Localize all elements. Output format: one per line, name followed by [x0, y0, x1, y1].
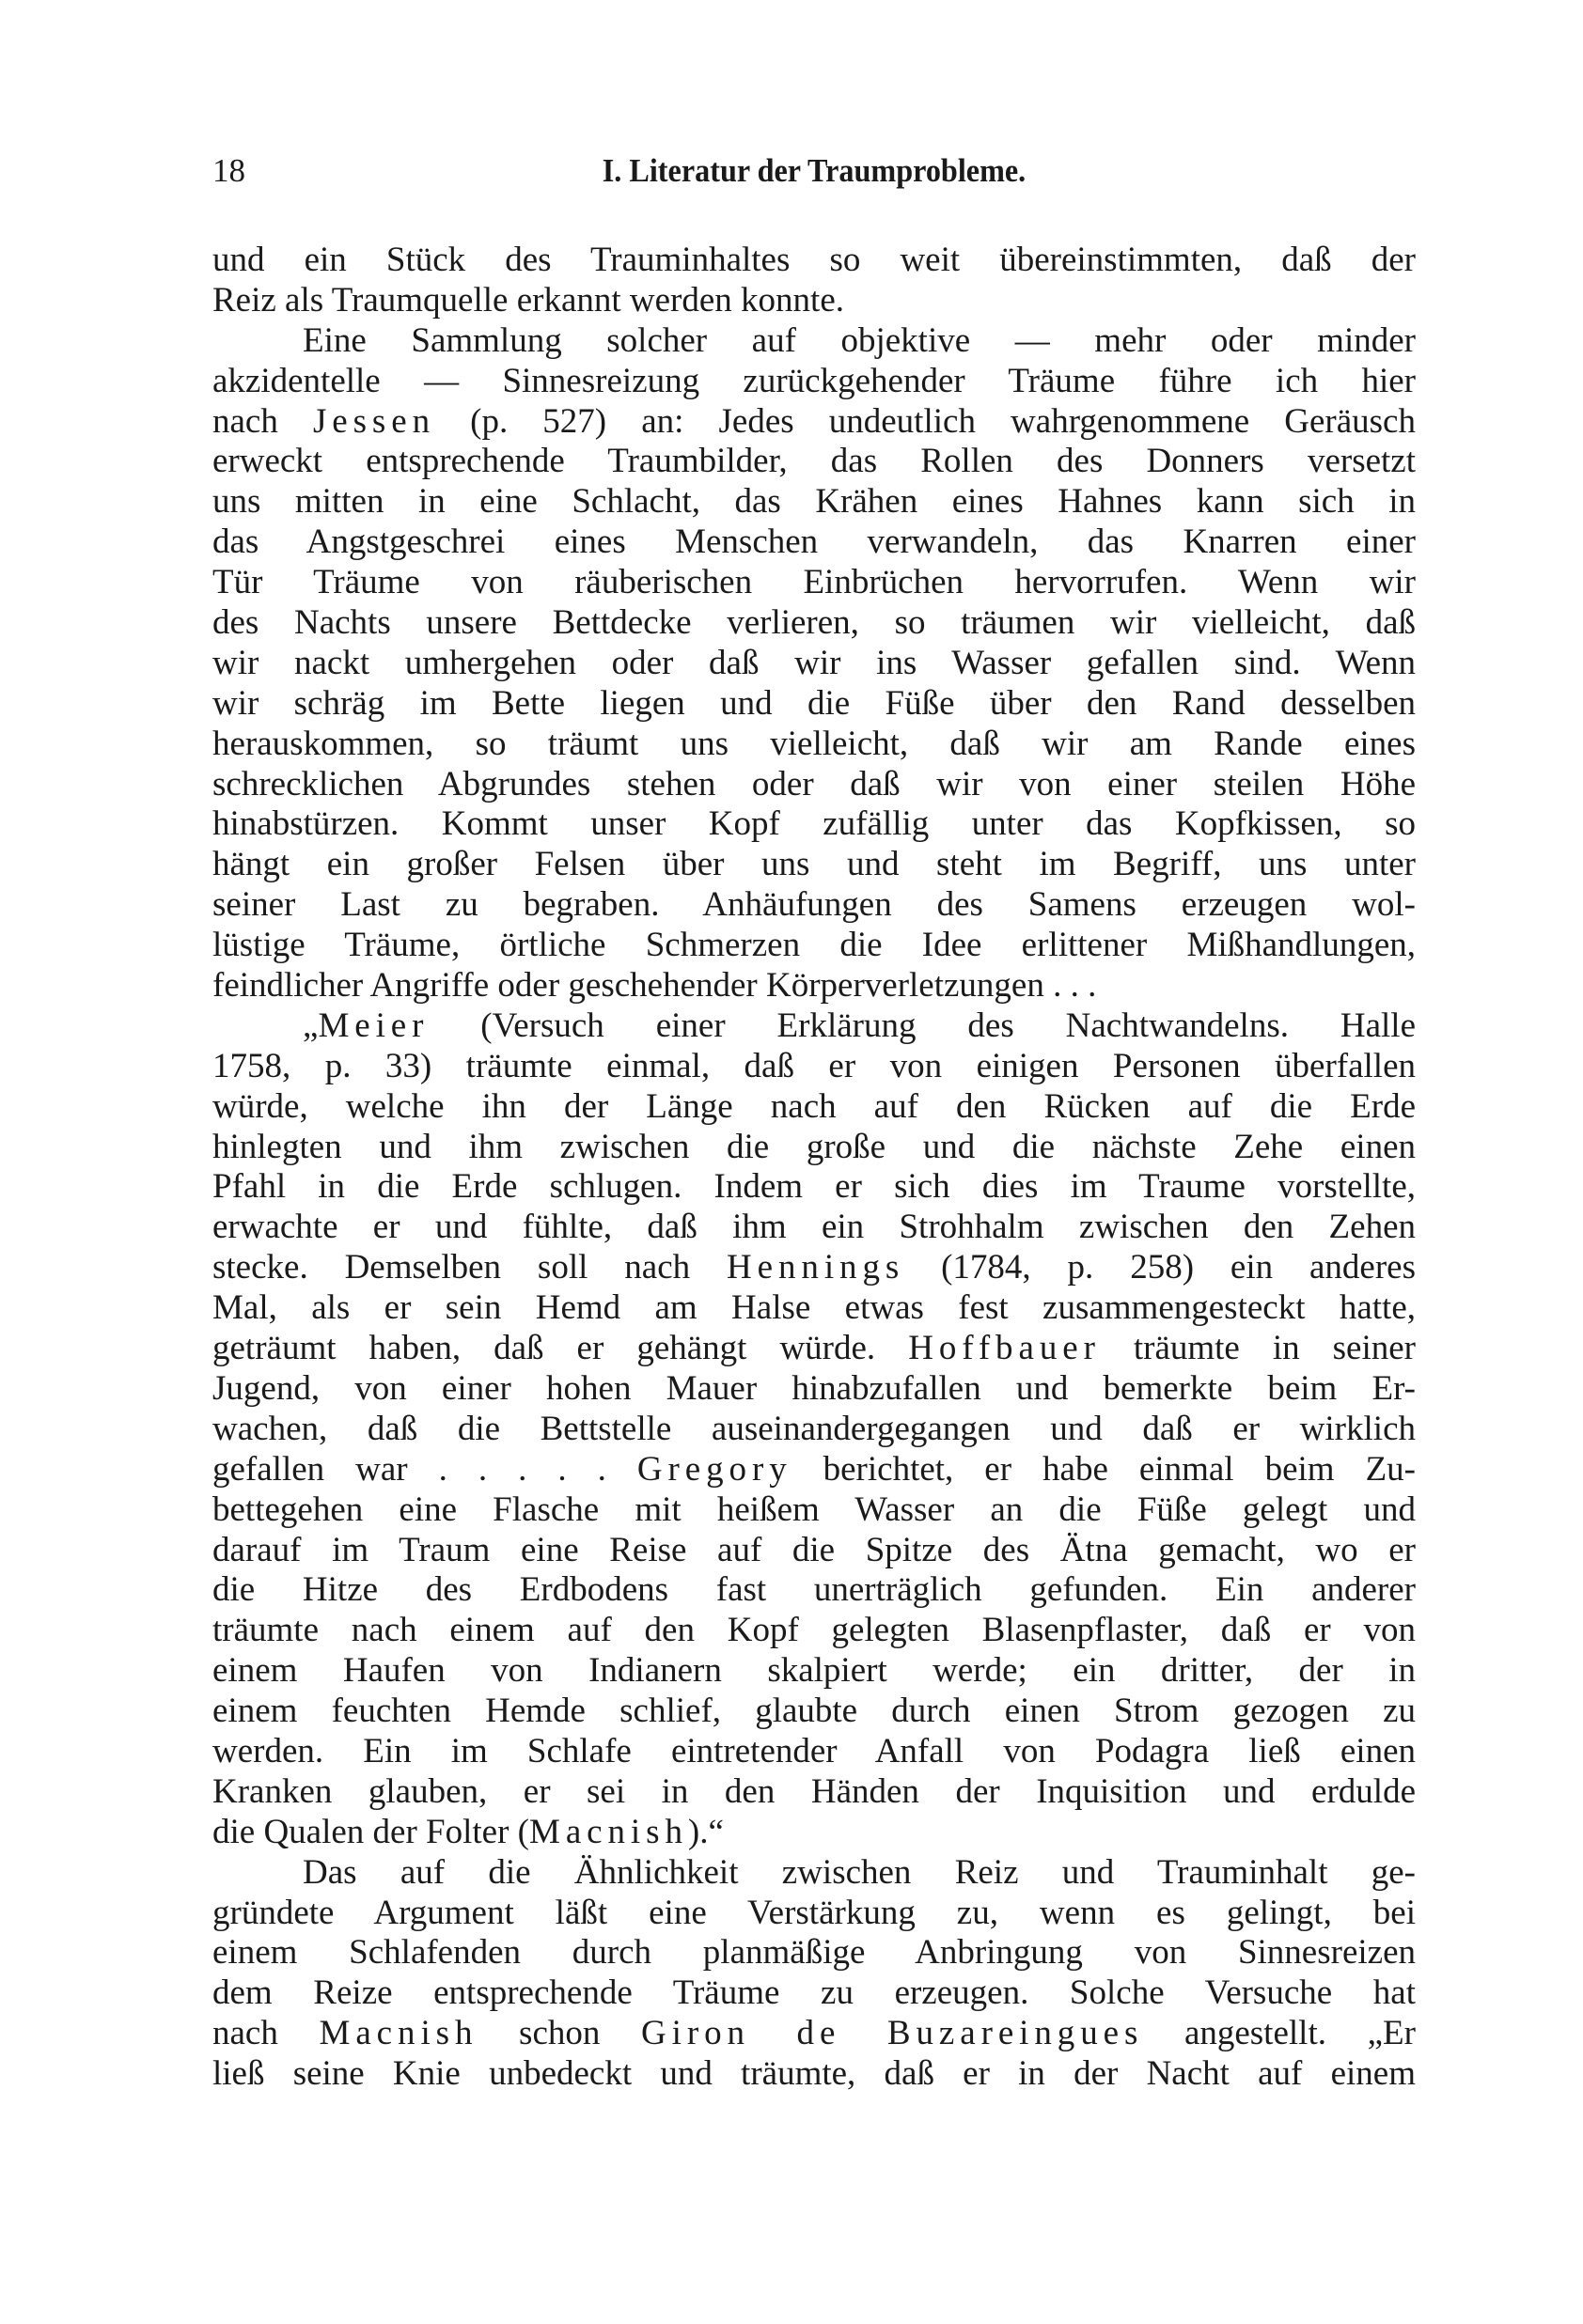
text-line — [212, 644, 1416, 684]
text-segment: Tür Träume von räuberischen Einbrüchen hervorrufen. Wenn wir — [212, 563, 1416, 602]
text-line — [212, 1450, 1416, 1490]
text-line — [212, 1288, 1416, 1329]
text-segment: wachen, daß die Bettstelle auseinandergegangen und daß er wirklich — [212, 1409, 1416, 1448]
text-line — [212, 1772, 1416, 1813]
text-segment: (Versuch einer Erklärung des Nachtwandelns. Halle — [429, 1006, 1416, 1045]
text-segment: Das auf die Ähnlichkeit zwischen Reiz und Trauminhalt ge- — [303, 1852, 1416, 1892]
text-line — [212, 1369, 1416, 1410]
text-segment: darauf im Traum eine Reise auf die Spitze des Ätna gemacht, wo er — [212, 1530, 1416, 1569]
text-line — [212, 845, 1416, 885]
spaced-name: Hoffbauer — [908, 1329, 1101, 1368]
text-line — [212, 1410, 1416, 1450]
text-segment: würde, welche ihn der Länge nach auf den Rücken auf die Erde — [212, 1086, 1416, 1126]
text-segment: träumte in seiner — [1100, 1329, 1416, 1368]
text-segment: hinabstürzen. Kommt unser Kopf zufällig unter das Kopfkissen, so — [212, 804, 1416, 844]
text-line — [212, 966, 1416, 1006]
text-line — [212, 402, 1416, 443]
text-segment: Eine Sammlung solcher auf objektive — mehr oder minder — [303, 320, 1416, 360]
spaced-name: Macnish — [529, 1812, 688, 1851]
text-segment: ).“ — [687, 1812, 724, 1851]
text-segment: einem Schlafenden durch planmäßige Anbringung von Sinnesreizen — [212, 1933, 1416, 1973]
text-line — [212, 1933, 1416, 1973]
text-segment: hängt ein großer Felsen über uns und steht im Begriff, uns unter — [212, 845, 1416, 884]
spaced-name: Macnish — [319, 2014, 478, 2053]
text-line — [212, 1047, 1416, 1087]
text-line — [212, 1167, 1416, 1208]
text-segment: 1758, p. 33) träumte einmal, daß er von einigen Personen überfallen — [212, 1046, 1416, 1085]
text-line — [212, 281, 1416, 321]
text-segment: werden. Ein im Schlafe eintretender Anfall von Podagra ließ einen — [212, 1731, 1416, 1770]
page-number: 18 — [212, 152, 245, 189]
text-segment: einem feuchten Hemde schlief, glaubte durch einen Strom gezogen zu — [212, 1692, 1416, 1731]
text-segment: berichtet, er habe einmal beim Zu- — [792, 1449, 1416, 1489]
text-segment: schrecklichen Abgrundes stehen oder daß wir von einer steilen Höhe — [212, 764, 1416, 803]
text-segment: geträumt haben, daß er gehängt würde. — [212, 1329, 909, 1368]
text-segment: (1784, p. 258) ein anderes — [904, 1248, 1416, 1287]
body-text — [212, 241, 1416, 2095]
text-segment: Mal, als er sein Hemd am Halse etwas fest zusammengesteckt hatte, — [212, 1288, 1416, 1328]
text-segment: angestellt. „Er — [1143, 2014, 1416, 2053]
text-line — [212, 1490, 1416, 1531]
text-segment: (p. 527) an: Jedes undeutlich wahrgenommene Geräusch — [435, 401, 1416, 441]
text-line — [212, 804, 1416, 845]
spaced-name: Hennings — [727, 1248, 905, 1287]
text-line — [212, 1611, 1416, 1651]
text-segment: des Nachts unsere Bettdecke verlieren, so träumen wir vielleicht, daß — [212, 603, 1416, 643]
text-line — [212, 1732, 1416, 1772]
text-line — [212, 603, 1416, 644]
text-segment: Pfahl in die Erde schlugen. Indem er sich dies im Traume vorstellte, — [212, 1167, 1416, 1207]
text-segment: wir nackt umhergehen oder daß wir ins Wasser gefallen sind. Wenn — [212, 643, 1416, 682]
text-segment: Kranken glauben, er sei in den Händen der Inquisition und erdulde — [212, 1771, 1416, 1811]
text-segment: „ — [303, 1006, 319, 1045]
text-segment: nach — [212, 2014, 320, 2053]
text-segment: schon — [478, 2014, 642, 2053]
text-segment: die Qualen der Folter ( — [212, 1812, 529, 1851]
text-line — [212, 1208, 1416, 1248]
text-line — [212, 725, 1416, 765]
text-line — [212, 1651, 1416, 1692]
text-segment: hinlegten und ihm zwischen die große und die nächste Zehe einen — [212, 1127, 1416, 1166]
text-line — [212, 885, 1416, 926]
text-segment: seiner Last zu begraben. Anhäufungen des Samens erzeugen wol- — [212, 885, 1416, 925]
text-segment: lüstige Träume, örtliche Schmerzen die Idee erlittener Mißhandlungen, — [212, 926, 1416, 965]
text-line — [212, 1973, 1416, 2014]
text-line — [212, 1128, 1416, 1168]
text-segment: und ein Stück des Trauminhaltes so weit übereinstimmten, daß der — [212, 241, 1416, 279]
spaced-name: Meier — [318, 1006, 430, 1045]
text-line — [212, 1531, 1416, 1571]
text-segment: träumte nach einem auf den Kopf gelegten Blasenpflaster, daß er von — [212, 1611, 1416, 1650]
spaced-name: Gregory — [636, 1449, 792, 1489]
text-line — [212, 1894, 1416, 1934]
text-segment: Jugend, von einer hohen Mauer hinabzufallen und bemerkte beim Er- — [212, 1368, 1416, 1408]
text-segment: herauskommen, so träumt uns vielleicht, daß wir am Rande eines — [212, 724, 1416, 763]
text-line — [212, 2054, 1416, 2095]
text-line — [212, 321, 1416, 362]
text-segment: dem Reize entsprechende Träume zu erzeugen. Solche Versuche hat — [212, 1973, 1416, 2013]
text-segment: akzidentelle — Sinnesreizung zurückgehender Träume führe ich hier — [212, 361, 1416, 400]
text-line — [212, 2014, 1416, 2054]
text-line — [212, 1853, 1416, 1894]
text-segment: nach — [212, 401, 313, 441]
text-segment: feindlicher Angriffe oder geschehender Körperverletzungen . . . — [212, 966, 1097, 1006]
spaced-name: Giron de Buzareingues — [641, 2014, 1144, 2053]
text-line — [212, 684, 1416, 725]
text-line — [212, 1813, 1416, 1853]
text-segment: erwachte er und fühlte, daß ihm ein Strohhalm zwischen den Zehen — [212, 1208, 1416, 1247]
text-segment: einem Haufen von Indianern skalpiert werde; ein dritter, der in — [212, 1651, 1416, 1691]
text-line — [212, 1692, 1416, 1732]
text-line — [212, 482, 1416, 523]
text-segment: das Angstgeschrei eines Menschen verwandeln, das Knarren einer — [212, 523, 1416, 562]
text-line — [212, 1087, 1416, 1128]
text-segment: Reiz als Traumquelle erkannt werden konnte. — [212, 280, 844, 320]
text-line — [212, 1329, 1416, 1369]
text-segment: ließ seine Knie unbedeckt und träumte, daß er in der Nacht auf einem — [212, 2054, 1416, 2094]
text-line — [212, 1570, 1416, 1611]
text-segment: die Hitze des Erdbodens fast unerträglich gefunden. Ein anderer — [212, 1570, 1416, 1610]
text-line — [212, 241, 1416, 281]
text-line — [212, 926, 1416, 966]
page-header — [212, 152, 1416, 199]
text-line — [212, 563, 1416, 603]
text-segment: uns mitten in eine Schlacht, das Krähen eines Hahnes kann sich in — [212, 482, 1416, 522]
text-segment: erweckt entsprechende Traumbilder, das Rollen des Donners versetzt — [212, 442, 1416, 481]
text-line — [212, 765, 1416, 805]
text-line — [212, 1006, 1416, 1047]
text-line — [212, 1248, 1416, 1288]
spaced-name: Jessen — [312, 401, 436, 441]
text-line — [212, 362, 1416, 402]
running-title: I. Literatur der Traumprobleme. — [602, 152, 1027, 189]
text-segment: bettegehen eine Flasche mit heißem Wasser an die Füße gelegt und — [212, 1490, 1416, 1529]
text-segment: stecke. Demselben soll nach — [212, 1248, 728, 1287]
text-line — [212, 523, 1416, 563]
text-segment: gefallen war . . . . . — [212, 1449, 637, 1489]
text-segment: wir schräg im Bette liegen und die Füße über den Rand desselben — [212, 683, 1416, 723]
text-segment: gründete Argument läßt eine Verstärkung zu, wenn es gelingt, bei — [212, 1893, 1416, 1932]
text-line — [212, 442, 1416, 482]
